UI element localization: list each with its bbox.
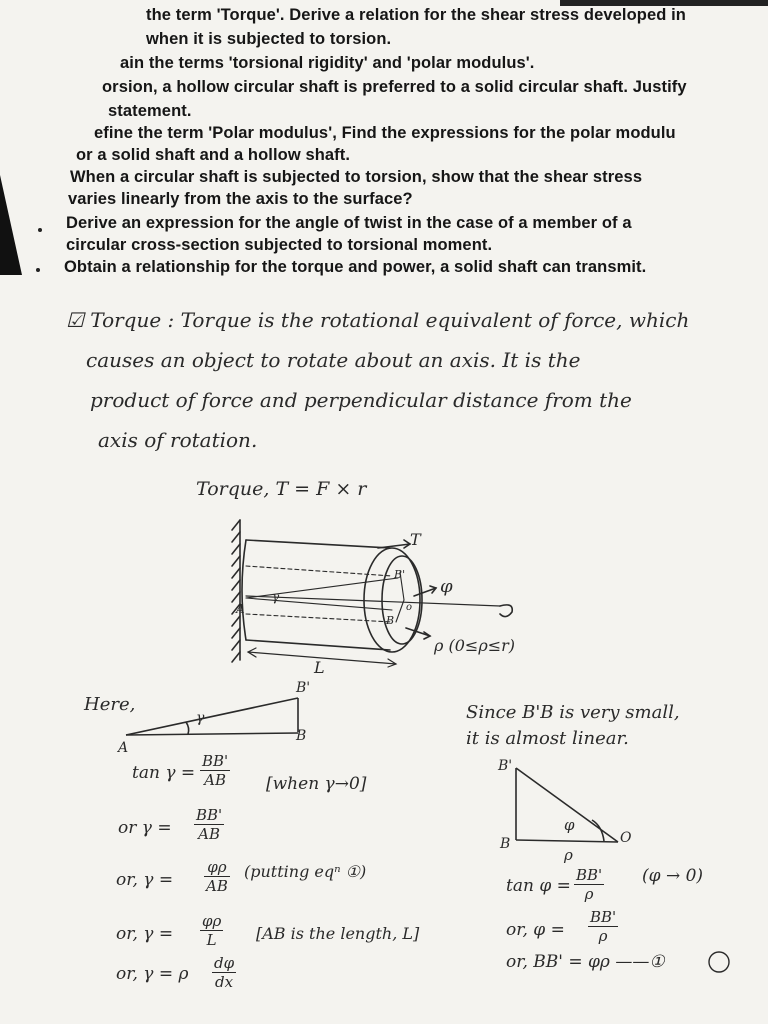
length-label: L — [314, 658, 325, 677]
eq-condition-note: [when γ→0] — [266, 774, 367, 794]
wall-hatching — [232, 520, 240, 662]
shaft-left-end — [242, 540, 246, 640]
question-line: efine the term 'Polar modulus', Find the expressions for the polar modulu — [94, 124, 676, 142]
eq-length-note: [AB is the length, L] — [256, 924, 420, 943]
question-line: circular cross-section subjected to torsional moment. — [66, 236, 493, 254]
eq-fraction: $\frac{\varphi\rho}{L}$ — [202, 912, 222, 949]
eq-lhs: or γ = — [118, 818, 172, 838]
shaft-end-face — [364, 548, 420, 652]
rtri-rho-label: ρ — [564, 846, 573, 864]
rotation-symbol — [500, 605, 512, 617]
rtri-b-label: B — [500, 836, 511, 852]
shaft-bottom-edge — [246, 640, 390, 650]
eq-fraction: $\frac{BB'}{\rho}$ — [590, 908, 617, 945]
shaft-top-edge — [246, 540, 390, 548]
question-line: ain the terms 'torsional rigidity' and 'polar modulus'. — [120, 54, 535, 72]
point-a-label: A — [236, 602, 245, 616]
eq-lhs: tan φ = — [506, 876, 571, 896]
eq-derivative: $\frac{d\varphi}{dx}$ — [214, 954, 235, 991]
eq-reference-note: (putting eqⁿ ①) — [244, 862, 367, 881]
eq-condition-note: (φ → 0) — [642, 866, 704, 886]
eq-result: or, BB' = φρ ——① — [506, 952, 665, 972]
eq-fraction: $\frac{\varphi\rho}{AB}$ — [206, 858, 228, 895]
gamma-label: γ — [272, 590, 280, 604]
question-line: Obtain a relationship for the torque and power, a solid shaft can transmit. — [64, 258, 647, 276]
equation-number-circle — [709, 952, 729, 972]
tri-a-label: A — [118, 740, 129, 756]
question-line: or a solid shaft and a hollow shaft. — [76, 146, 351, 164]
question-line: Derive an expression for the angle of twist in the case of a member of a — [66, 214, 632, 232]
eq-lhs: or, γ = — [116, 870, 174, 890]
torque-definition-line: axis of rotation. — [98, 428, 258, 452]
tri-b-prime-label: B' — [296, 680, 311, 696]
rtri-o-label: O — [620, 830, 632, 846]
question-line: varies linearly from the axis to the surface? — [68, 190, 413, 208]
tri-gamma-label: γ — [196, 710, 205, 726]
torque-definition-line: ☑ Torque : Torque is the rotational equivalent of force, which — [66, 308, 690, 332]
eq-lhs: tan γ = — [132, 763, 196, 783]
small-angle-note: it is almost linear. — [466, 728, 629, 749]
question-line: the term 'Torque'. Derive a relation for the shear stress developed in — [146, 6, 686, 24]
torque-definition-line: product of force and perpendicular distance from the — [90, 388, 632, 412]
eq-fraction: $\frac{BB'}{\rho}$ — [576, 866, 603, 903]
torque-definition-line: causes an object to rotate about an axis. It is the — [86, 348, 581, 372]
here-label: Here, — [84, 694, 136, 715]
rtri-phi-label: φ — [564, 816, 575, 834]
rho-arrow — [406, 628, 430, 636]
point-b-prime-label: B' — [394, 568, 406, 581]
rtri-b-prime-label: B' — [498, 758, 513, 774]
phi-label: φ — [440, 576, 453, 597]
center-o-label: o — [406, 602, 413, 613]
question-line: orsion, a hollow circular shaft is preferred to a solid circular shaft. Justify — [102, 78, 687, 96]
left-triangle — [126, 698, 298, 735]
torque-formula: Torque, T = F × r — [196, 478, 367, 500]
twisted-line — [246, 578, 398, 598]
eq-fraction: $\frac{BB'}{AB}$ — [202, 752, 229, 789]
point-b-label: B — [386, 614, 395, 627]
rho-range-label: ρ (0≤ρ≤r) — [434, 636, 516, 655]
question-line: statement. — [108, 102, 192, 120]
eq-lhs: or, γ = ρ — [116, 964, 189, 984]
question-line: When a circular shaft is subjected to torsion, show that the shear stress — [70, 168, 643, 186]
question-line: when it is subjected to torsion. — [146, 30, 392, 48]
eq-fraction: $\frac{BB'}{AB}$ — [196, 806, 223, 843]
eq-lhs: or, γ = — [116, 924, 174, 944]
tri-b-label: B — [296, 728, 307, 744]
small-angle-note: Since B'B is very small, — [466, 702, 680, 723]
torque-label: T — [410, 530, 421, 549]
eq-lhs: or, φ = — [506, 920, 565, 940]
